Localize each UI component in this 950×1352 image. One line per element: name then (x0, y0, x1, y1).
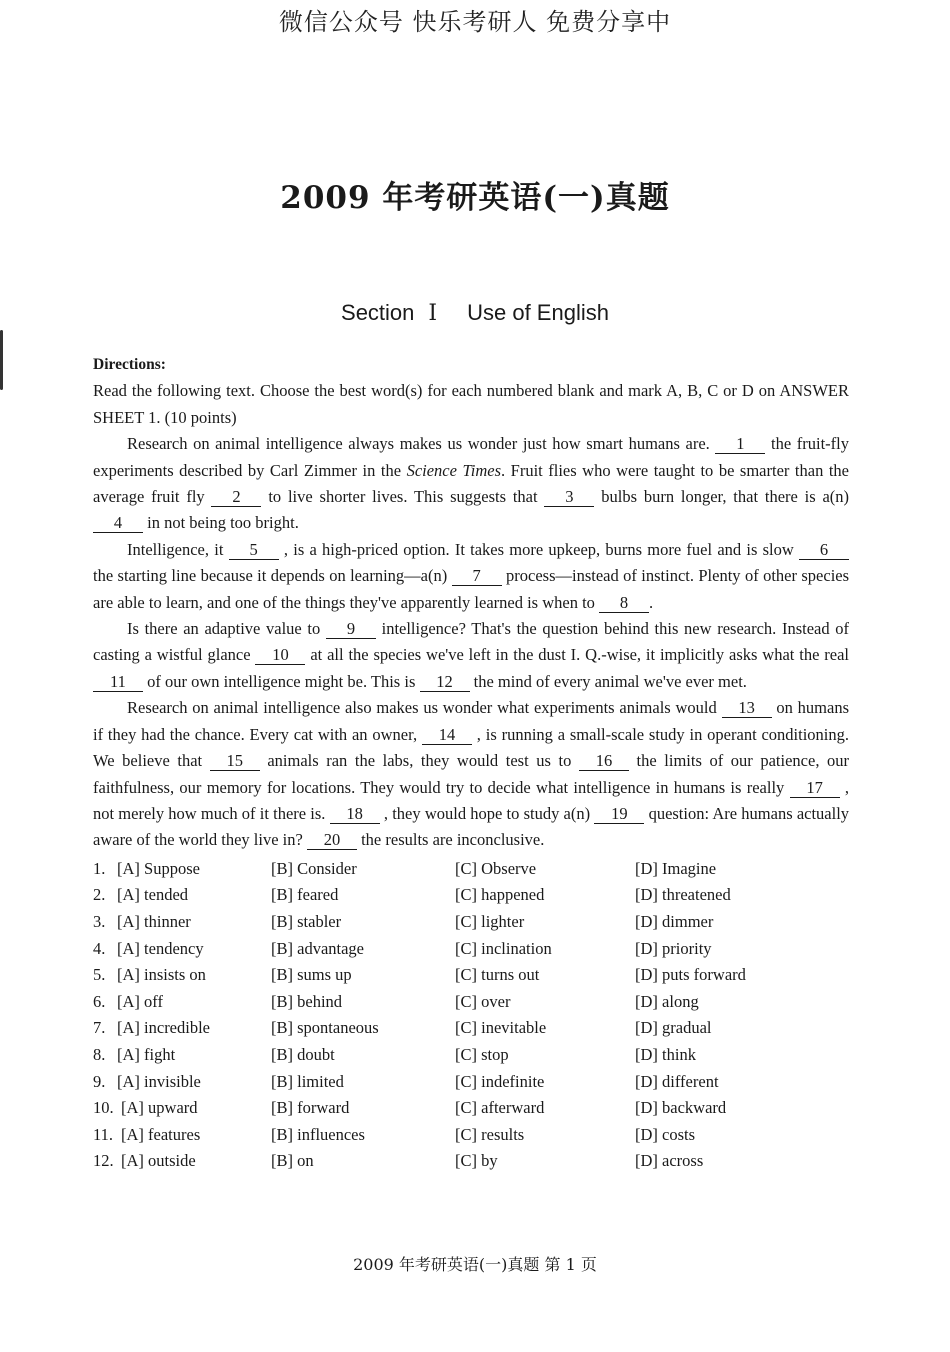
passage-text: question: Are humans actually aware of the world they live in? (93, 803, 850, 850)
section-label: Section (341, 300, 415, 325)
passage-paragraph-3 (93, 616, 849, 695)
header-watermark-note: 微信公众号 快乐考研人 免费分享中 (278, 8, 672, 36)
option-b: [B] stabler (271, 912, 342, 931)
directions-label: Directions: (93, 356, 166, 373)
option-b: [B] advantage (271, 938, 364, 958)
question-number: 11. (93, 1124, 114, 1144)
question-number: 6. (93, 991, 106, 1011)
source-title: Science Times (406, 460, 501, 480)
passage-text: of our own intelligence might be. This is (147, 671, 416, 691)
question-number: 2. (93, 885, 106, 905)
option-c: [C] afterward (455, 1098, 545, 1118)
blank-3: 3 (544, 488, 594, 507)
option-row (93, 1015, 849, 1042)
option-row (93, 1148, 849, 1175)
answer-options (93, 856, 849, 1175)
question-number: 3. (93, 912, 106, 931)
option-row (93, 882, 849, 909)
option-a: [A] off (117, 991, 163, 1011)
option-a: [A] incredible (117, 1018, 210, 1038)
option-a: [A] tendency (117, 938, 204, 958)
passage-text: intelligence? That's the question behind this new research. Instead of casting a wistful glance (93, 619, 850, 665)
blank-17: 17 (790, 779, 840, 798)
option-a: [A] thinner (117, 912, 191, 931)
option-a: [A] features (121, 1124, 201, 1144)
option-d: [D] priority (635, 938, 712, 958)
option-row (93, 1068, 849, 1095)
blank-5: 5 (229, 541, 279, 560)
option-row (93, 1095, 849, 1122)
passage-text: to live shorter lives. This suggests that (268, 487, 538, 507)
passage-paragraph-4 (93, 695, 849, 853)
blank-16: 16 (579, 752, 629, 771)
passage-text: , is a high-priced option. It takes more upkeep, burns more fuel and is slow (283, 539, 794, 559)
option-b: [B] sums up (271, 965, 352, 985)
option-a: [A] upward (121, 1098, 198, 1118)
option-d: [D] dimmer (635, 912, 714, 931)
option-b: [B] forward (271, 1098, 350, 1118)
blank-8: 8 (599, 594, 649, 613)
blank-6: 6 (799, 541, 849, 560)
option-c: [C] inevitable (455, 1018, 547, 1038)
blank-14: 14 (422, 726, 472, 745)
page-footer: 2009 年考研英语(一)真题 第 1 页 (353, 1255, 597, 1274)
option-row (93, 909, 849, 936)
option-b: [B] influences (271, 1124, 365, 1144)
option-a: [A] insists on (117, 965, 206, 985)
option-a: [A] tended (117, 885, 189, 905)
option-b: [B] Consider (271, 858, 357, 878)
question-number: 10. (93, 1098, 114, 1118)
option-d: [D] gradual (635, 1018, 712, 1038)
option-c: [C] results (455, 1124, 525, 1144)
blank-18: 18 (330, 805, 380, 824)
passage-text: process—instead of instinct. Plenty of other species are able to learn, and one of the things they've apparently learned is when to (93, 566, 850, 612)
passage-text: Research on animal intelligence always makes us wonder just how smart humans are. (127, 434, 710, 454)
passage-text: the mind of every animal we've ever met. (473, 671, 747, 691)
question-number: 9. (93, 1071, 106, 1091)
option-a: [A] outside (121, 1151, 196, 1171)
option-b: [B] doubt (271, 1044, 335, 1064)
passage-text: Intelligence, it (127, 539, 224, 559)
passage-text: bulbs burn longer, that there is a(n) (601, 487, 850, 507)
option-d: [D] costs (635, 1124, 696, 1144)
option-c: [C] stop (455, 1044, 509, 1064)
passage-text: the limits of our patience, our faithfulness, our memory for locations. They would try to decide what intelligence in humans is really (93, 751, 850, 797)
exam-content (93, 352, 849, 1175)
passage-paragraph-1 (93, 431, 849, 537)
blank-13: 13 (722, 699, 772, 718)
option-row (93, 962, 849, 989)
blank-19: 19 (594, 805, 644, 824)
option-d: [D] different (635, 1071, 719, 1091)
passage-text: animals ran the labs, they would test us to (267, 751, 572, 771)
passage-text: on humans if they had the chance. Every cat with an owner, (93, 698, 849, 744)
option-row (93, 1122, 849, 1149)
blank-20: 20 (307, 831, 357, 850)
option-b: [B] behind (271, 991, 343, 1011)
passage-text: in not being too bright. (147, 513, 299, 533)
option-c: [C] inclination (455, 938, 552, 958)
option-a: [A] Suppose (117, 858, 200, 878)
option-c: [C] over (455, 991, 511, 1011)
blank-12: 12 (420, 673, 470, 692)
option-c: [C] lighter (455, 912, 525, 931)
passage-text: , is running a small-scale study in operant conditioning. We believe that (93, 724, 850, 771)
section-heading (0, 300, 950, 326)
option-d: [D] backward (635, 1098, 727, 1118)
question-number: 12. (93, 1151, 114, 1171)
option-a: [A] invisible (117, 1071, 201, 1091)
option-b: [B] spontaneous (271, 1018, 379, 1038)
option-a: [A] fight (117, 1044, 176, 1064)
question-number: 8. (93, 1044, 106, 1064)
passage-paragraph-2 (93, 537, 849, 616)
blank-1: 1 (715, 435, 765, 454)
option-b: [B] on (271, 1151, 314, 1171)
passage-text: Is there an adaptive value to (127, 619, 321, 639)
option-b: [B] feared (271, 885, 339, 905)
option-d: [D] across (635, 1151, 704, 1171)
blank-4: 4 (93, 514, 143, 533)
option-c: [C] happened (455, 885, 545, 905)
option-d: [D] Imagine (635, 858, 717, 878)
passage-text: , not merely how much of it there is. (93, 777, 849, 823)
blank-9: 9 (326, 620, 376, 639)
passage-text: at all the species we've left in the dust I. Q.-wise, it implicitly asks what the real (310, 645, 850, 665)
binding-mark (0, 330, 3, 390)
option-d: [D] puts forward (635, 965, 746, 985)
section-name: Use of English (467, 300, 609, 325)
question-number: 5. (93, 965, 106, 985)
blank-10: 10 (255, 646, 305, 665)
option-c: [C] indefinite (455, 1071, 545, 1091)
passage-text: . Fruit flies who were taught to be smarter than the average fruit fly (93, 460, 850, 507)
option-c: [C] by (455, 1151, 498, 1171)
blank-7: 7 (452, 567, 502, 586)
option-b: [B] limited (271, 1071, 344, 1091)
option-row (93, 1042, 849, 1069)
option-d: [D] think (635, 1044, 696, 1064)
option-row (93, 989, 849, 1016)
passage-text: Research on animal intelligence also makes us wonder what experiments animals would (127, 698, 717, 718)
option-row (93, 856, 849, 883)
option-d: [D] along (635, 991, 699, 1011)
option-row (93, 936, 849, 963)
blank-11: 11 (93, 673, 143, 692)
passage-text: . (649, 592, 654, 612)
passage-text: , they would hope to study a(n) (383, 803, 591, 823)
question-number: 1. (93, 858, 106, 878)
blank-2: 2 (211, 488, 261, 507)
question-number: 4. (93, 938, 106, 958)
option-c: [C] Observe (455, 858, 537, 878)
option-c: [C] turns out (455, 965, 540, 985)
passage-text: the starting line because it depends on learning—a(n) (93, 566, 448, 586)
blank-15: 15 (210, 752, 260, 771)
directions-text: Read the following text. Choose the best word(s) for each numbered blank and mark A, B, C or D on ANSWER SHEET 1. (10 points) (93, 381, 849, 427)
section-numeral: Ⅰ (428, 301, 438, 326)
passage-text: the fruit-fly experiments described by Carl Zimmer in the (93, 434, 849, 480)
option-d: [D] threatened (635, 885, 731, 905)
passage-text: the results are inconclusive. (361, 830, 545, 850)
page-title: 2009 年考研英语(一)真题 (280, 180, 670, 216)
question-number: 7. (93, 1018, 106, 1038)
